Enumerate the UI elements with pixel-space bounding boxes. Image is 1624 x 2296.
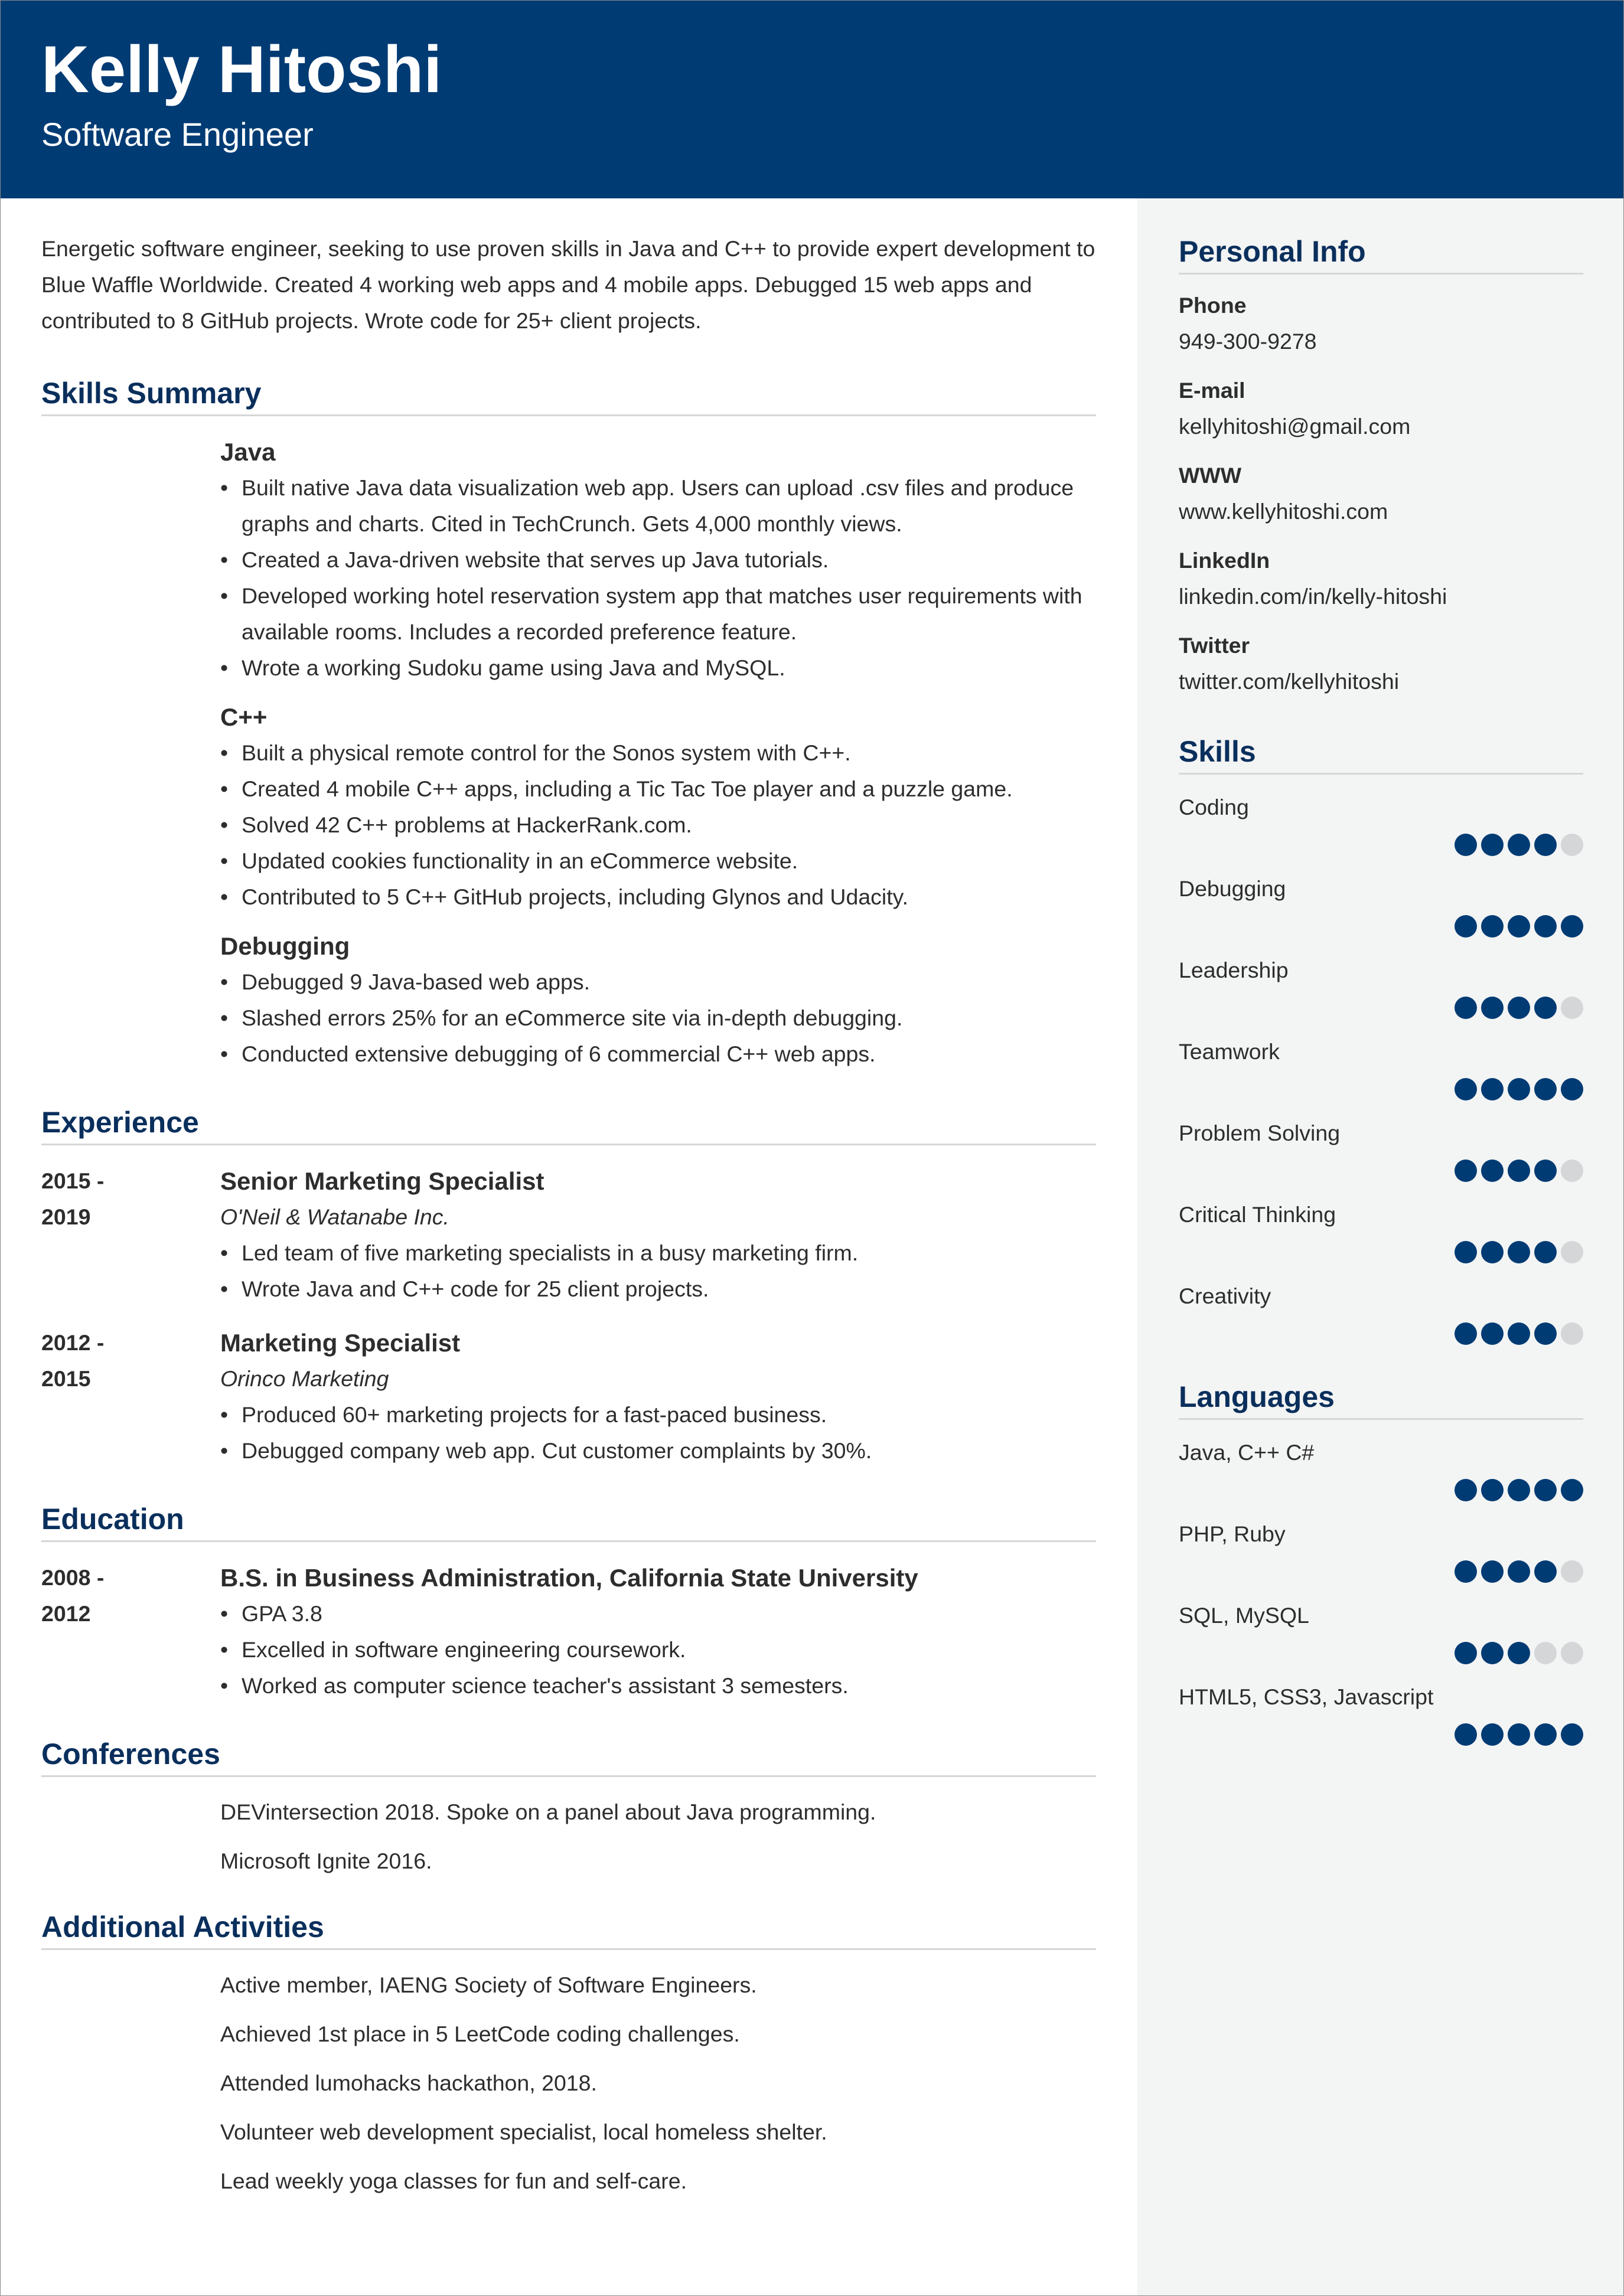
- conference-item: Microsoft Ignite 2016.: [220, 1848, 432, 1873]
- filled-dot-icon: [1481, 1241, 1504, 1263]
- section-title: Languages: [1179, 1379, 1583, 1420]
- filled-dot-icon: [1534, 1322, 1557, 1345]
- linkedin-value[interactable]: linkedin.com/in/kelly-hitoshi: [1179, 584, 1447, 609]
- website-value[interactable]: www.kellyhitoshi.com: [1179, 499, 1388, 524]
- bullet: • Conducted extensive debugging of 6 commercial C++ web apps.: [220, 1036, 1096, 1072]
- language-rating-item: [1179, 1598, 1583, 1664]
- filled-dot-icon: [1455, 915, 1477, 938]
- filled-dot-icon: [1561, 1078, 1583, 1100]
- skill-name: Debugging: [1179, 876, 1286, 901]
- rating-dots: [1179, 915, 1583, 938]
- section-title: Education: [41, 1501, 1096, 1542]
- bullet: • Built a physical remote control for the Sonos system with C++.: [220, 735, 1096, 771]
- filled-dot-icon: [1534, 834, 1557, 856]
- bullet: • Created a Java-driven website that serves up Java tutorials.: [220, 542, 1096, 578]
- skill-rating-item: [1179, 1278, 1583, 1345]
- date-start: 2015 -: [41, 1168, 105, 1193]
- job-dates: [41, 1325, 220, 1469]
- rating-dots: [1179, 1160, 1583, 1182]
- filled-dot-icon: [1481, 997, 1504, 1019]
- skill-group: [220, 434, 1096, 686]
- skill-rating-item: [1179, 871, 1583, 938]
- filled-dot-icon: [1508, 1160, 1530, 1182]
- skills-summary-section: [41, 375, 1096, 1072]
- rating-dots: [1179, 1479, 1583, 1501]
- date-start: 2008 -: [41, 1565, 105, 1590]
- bullet: • Wrote a working Sudoku game using Java and MySQL.: [220, 650, 1096, 686]
- skill-name: Critical Thinking: [1179, 1202, 1336, 1227]
- empty-dot-icon: [1534, 1642, 1557, 1664]
- activity-item: Volunteer web development specialist, local homeless shelter.: [220, 2119, 827, 2144]
- filled-dot-icon: [1481, 834, 1504, 856]
- filled-dot-icon: [1508, 1560, 1530, 1583]
- filled-dot-icon: [1508, 1723, 1530, 1746]
- filled-dot-icon: [1481, 1078, 1504, 1100]
- filled-dot-icon: [1481, 1160, 1504, 1182]
- filled-dot-icon: [1481, 1642, 1504, 1664]
- filled-dot-icon: [1508, 1241, 1530, 1263]
- filled-dot-icon: [1508, 997, 1530, 1019]
- bullet: • Updated cookies functionality in an eCommerce website.: [220, 843, 1096, 879]
- filled-dot-icon: [1534, 997, 1557, 1019]
- filled-dot-icon: [1534, 1479, 1557, 1501]
- date-end: 2019: [41, 1204, 91, 1229]
- info-label-phone: Phone: [1179, 293, 1247, 318]
- languages-section: [1179, 1379, 1583, 1746]
- filled-dot-icon: [1455, 1160, 1477, 1182]
- education-entry: [41, 1560, 1096, 1704]
- language-name: SQL, MySQL: [1179, 1603, 1309, 1628]
- rating-dots: [1179, 1078, 1583, 1100]
- empty-dot-icon: [1561, 1560, 1583, 1583]
- filled-dot-icon: [1534, 915, 1557, 938]
- filled-dot-icon: [1481, 1322, 1504, 1345]
- empty-dot-icon: [1561, 1322, 1583, 1345]
- bullet: • Led team of five marketing specialists in a busy marketing firm.: [220, 1235, 1096, 1271]
- conference-item: DEVintersection 2018. Spoke on a panel about Java programming.: [220, 1799, 876, 1824]
- section-title: Skills Summary: [41, 375, 1096, 416]
- empty-dot-icon: [1561, 1642, 1583, 1664]
- twitter-value[interactable]: twitter.com/kellyhitoshi: [1179, 669, 1400, 694]
- info-label-linkedin: LinkedIn: [1179, 548, 1270, 573]
- filled-dot-icon: [1534, 1723, 1557, 1746]
- personal-info-section: [1179, 234, 1583, 700]
- language-name: PHP, Ruby: [1179, 1521, 1286, 1546]
- bullet: • Contributed to 5 C++ GitHub projects, including Glynos and Udacity.: [220, 879, 1096, 915]
- empty-dot-icon: [1561, 834, 1583, 856]
- filled-dot-icon: [1455, 1078, 1477, 1100]
- info-label-email: E-mail: [1179, 378, 1245, 403]
- degree-title: B.S. in Business Administration, California State University: [220, 1564, 918, 1592]
- candidate-name: Kelly Hitoshi: [41, 32, 442, 106]
- bullet: • Debugged 9 Java-based web apps.: [220, 964, 1096, 1000]
- language-rating-item: [1179, 1516, 1583, 1583]
- skill-group: [220, 928, 1096, 1072]
- education-dates: [41, 1560, 220, 1704]
- skill-rating-item: [1179, 952, 1583, 1019]
- filled-dot-icon: [1508, 1078, 1530, 1100]
- filled-dot-icon: [1455, 997, 1477, 1019]
- company-name: O'Neil & Watanabe Inc.: [220, 1204, 449, 1229]
- rating-dots: [1179, 1723, 1583, 1746]
- main-column: [41, 198, 1096, 2206]
- bullet: • Solved 42 C++ problems at HackerRank.com.: [220, 807, 1096, 843]
- company-name: Orinco Marketing: [220, 1366, 389, 1391]
- rating-dots: [1179, 1642, 1583, 1664]
- activity-item: Attended lumohacks hackathon, 2018.: [220, 2070, 597, 2095]
- skill-group-title: Debugging: [220, 932, 350, 960]
- conferences-section: [41, 1736, 1096, 1886]
- resume-header: [1, 1, 1623, 198]
- bullet: • Built native Java data visualization web app. Users can upload .csv files and produce graphs and charts. Cited in TechCrunch. Gets 4,000 monthly views.: [220, 470, 1096, 542]
- filled-dot-icon: [1508, 915, 1530, 938]
- filled-dot-icon: [1455, 1241, 1477, 1263]
- empty-dot-icon: [1561, 1241, 1583, 1263]
- language-name: Java, C++ C#: [1179, 1440, 1315, 1465]
- skills-section: [1179, 734, 1583, 1345]
- bullet: • Worked as computer science teacher's assistant 3 semesters.: [220, 1668, 1096, 1704]
- info-label-twitter: Twitter: [1179, 633, 1250, 658]
- skill-group: [220, 699, 1096, 915]
- rating-dots: [1179, 1560, 1583, 1583]
- filled-dot-icon: [1455, 1642, 1477, 1664]
- job-entry: [41, 1325, 1096, 1469]
- filled-dot-icon: [1534, 1160, 1557, 1182]
- phone-value: 949-300-9278: [1179, 329, 1317, 354]
- section-title: Skills: [1179, 734, 1583, 775]
- activity-item: Lead weekly yoga classes for fun and self-care.: [220, 2168, 687, 2193]
- filled-dot-icon: [1508, 1642, 1530, 1664]
- skill-rating-item: [1179, 1197, 1583, 1263]
- empty-dot-icon: [1561, 997, 1583, 1019]
- language-rating-item: [1179, 1435, 1583, 1501]
- language-rating-item: [1179, 1679, 1583, 1746]
- filled-dot-icon: [1455, 834, 1477, 856]
- job-title: Senior Marketing Specialist: [220, 1167, 544, 1195]
- section-title: Experience: [41, 1105, 1096, 1145]
- section-title: Personal Info: [1179, 234, 1583, 275]
- filled-dot-icon: [1508, 1322, 1530, 1345]
- language-name: HTML5, CSS3, Javascript: [1179, 1684, 1434, 1709]
- filled-dot-icon: [1561, 915, 1583, 938]
- bullet: • Excelled in software engineering coursework.: [220, 1632, 1096, 1668]
- bullet: • Wrote Java and C++ code for 25 client projects.: [220, 1271, 1096, 1307]
- bullet: • Debugged company web app. Cut customer complaints by 30%.: [220, 1433, 1096, 1469]
- activities-section: [41, 1909, 1096, 2206]
- filled-dot-icon: [1508, 834, 1530, 856]
- job-dates: [41, 1163, 220, 1307]
- filled-dot-icon: [1561, 1723, 1583, 1746]
- rating-dots: [1179, 1241, 1583, 1263]
- job-entry: [41, 1163, 1096, 1307]
- skill-name: Coding: [1179, 795, 1249, 819]
- bullet: • GPA 3.8: [220, 1596, 1096, 1632]
- skill-rating-item: [1179, 1034, 1583, 1100]
- filled-dot-icon: [1481, 1479, 1504, 1501]
- skill-name: Leadership: [1179, 958, 1289, 982]
- filled-dot-icon: [1534, 1560, 1557, 1583]
- date-start: 2012 -: [41, 1330, 105, 1355]
- email-value[interactable]: kellyhitoshi@gmail.com: [1179, 414, 1411, 439]
- filled-dot-icon: [1455, 1322, 1477, 1345]
- filled-dot-icon: [1455, 1723, 1477, 1746]
- activity-item: Active member, IAENG Society of Software Engineers.: [220, 1972, 757, 1997]
- filled-dot-icon: [1561, 1479, 1583, 1501]
- skill-rating-item: [1179, 1115, 1583, 1182]
- rating-dots: [1179, 834, 1583, 856]
- skill-rating-item: [1179, 789, 1583, 856]
- filled-dot-icon: [1481, 1723, 1504, 1746]
- date-end: 2015: [41, 1366, 91, 1391]
- skill-group-title: C++: [220, 703, 268, 731]
- filled-dot-icon: [1455, 1560, 1477, 1583]
- candidate-title: Software Engineer: [41, 116, 314, 153]
- skill-name: Creativity: [1179, 1283, 1271, 1308]
- bullet: • Produced 60+ marketing projects for a fast-paced business.: [220, 1397, 1096, 1433]
- filled-dot-icon: [1508, 1479, 1530, 1501]
- experience-section: [41, 1105, 1096, 1469]
- skill-group-title: Java: [220, 438, 276, 466]
- filled-dot-icon: [1455, 1479, 1477, 1501]
- profile-summary: Energetic software engineer, seeking to use proven skills in Java and C++ to provide expert development to Blue Waffle Worldwide. Created 4 working web apps and 4 mobile apps. Debugged 15 web apps and contributed to 8 GitHub projects. Wrote code for 25+ client projects.: [41, 236, 1095, 333]
- job-title: Marketing Specialist: [220, 1329, 461, 1357]
- education-section: [41, 1501, 1096, 1704]
- filled-dot-icon: [1481, 915, 1504, 938]
- filled-dot-icon: [1481, 1560, 1504, 1583]
- bullet: • Slashed errors 25% for an eCommerce site via in-depth debugging.: [220, 1000, 1096, 1036]
- bullet: • Developed working hotel reservation system app that matches user requirements with available rooms. Includes a recorded preference feature.: [220, 578, 1096, 650]
- rating-dots: [1179, 997, 1583, 1019]
- date-end: 2012: [41, 1601, 91, 1626]
- section-title: Additional Activities: [41, 1909, 1096, 1950]
- filled-dot-icon: [1534, 1241, 1557, 1263]
- activity-item: Achieved 1st place in 5 LeetCode coding challenges.: [220, 2021, 740, 2046]
- info-label-www: WWW: [1179, 463, 1242, 488]
- bullet: • Created 4 mobile C++ apps, including a Tic Tac Toe player and a puzzle game.: [220, 771, 1096, 807]
- skill-name: Teamwork: [1179, 1039, 1280, 1064]
- rating-dots: [1179, 1322, 1583, 1345]
- sidebar: [1137, 198, 1623, 2295]
- skill-name: Problem Solving: [1179, 1121, 1341, 1145]
- section-title: Conferences: [41, 1736, 1096, 1777]
- filled-dot-icon: [1534, 1078, 1557, 1100]
- empty-dot-icon: [1561, 1160, 1583, 1182]
